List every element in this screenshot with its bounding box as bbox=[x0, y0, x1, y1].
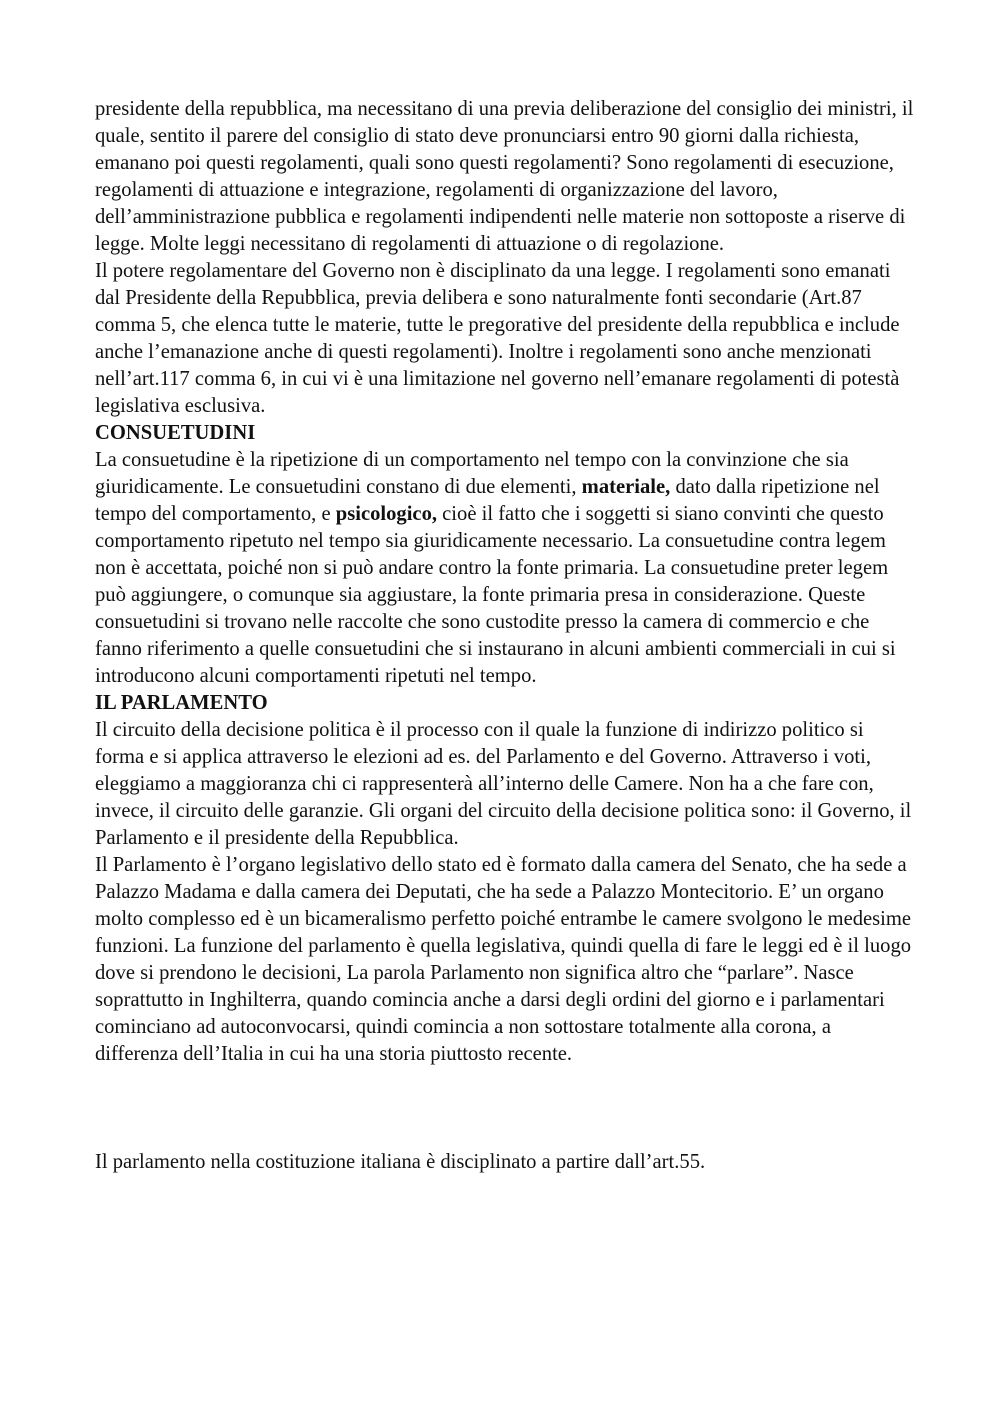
paragraph-consuetudini bbox=[95, 447, 915, 690]
heading-consuetudini: CONSUETUDINI bbox=[95, 422, 256, 444]
consuetudini-text-1: La consuetudine è la ripetizione di un comportamento nel tempo con la convinzione che sia giuridicamente. Le consuetudini constano di due elementi, bbox=[95, 449, 849, 498]
consuetudini-bold-materiale: materiale, bbox=[581, 476, 671, 498]
paragraph-costituzione: Il parlamento nella costituzione italiana è disciplinato a partire dall’art.55. bbox=[95, 1151, 706, 1173]
blank-space bbox=[95, 1068, 915, 1149]
paragraph-circuito-decisione: Il circuito della decisione politica è il processo con il quale la funzione di indirizzo politico si forma e si applica attraverso le elezioni ad es. del Parlamento e del Governo. Attraverso i voti, eleggiamo a maggioranza chi ci rappresenterà all’interno delle Camere. Non ha a che fare con, invece, il circuito delle garanzie. Gli organi del circuito della decisione politica sono: il Governo, il Parlamento e il presidente della Repubblica. bbox=[95, 719, 912, 849]
consuetudini-text-2: dato dalla ripetizione nel tempo del comportamento, e bbox=[95, 476, 880, 525]
document-page bbox=[95, 96, 915, 1176]
paragraph-regolamenti-1: presidente della repubblica, ma necessitano di una previa deliberazione del consiglio dei ministri, il quale, sentito il parere del consiglio di stato deve pronunciarsi entro 90 giorni dalla richiesta, emanano poi questi regolamenti, quali sono questi regolamenti? Sono regolamenti di esecuzione, regolamenti di attuazione e integrazione, regolamenti di organizzazione del lavoro, dell’amministrazione pubblica e regolamenti indipendenti nelle materie non sottoposte a riserve di legge. Molte leggi necessitano di regolamenti di attuazione o di regolazione. bbox=[95, 98, 914, 255]
heading-parlamento: IL PARLAMENTO bbox=[95, 692, 268, 714]
consuetudini-text-3: cioè il fatto che i soggetti si siano convinti che questo comportamento ripetuto nel tempo sia giuridicamente necessario. La consuetudine contra legem non è accettata, poiché non si può andare contro la fonte primaria. La consuetudine preter legem può aggiungere, o comunque sia aggiustare, la fonte primaria presa in considerazione. Queste consuetudini si trovano nelle raccolte che sono custodite presso la camera di commercio e che fanno riferimento a quelle consuetudini che si instaurano in alcuni ambienti commerciali in cui si introducono alcuni comportamenti ripetuti nel tempo. bbox=[95, 503, 896, 687]
paragraph-parlamento-organo: Il Parlamento è l’organo legislativo dello stato ed è formato dalla camera del Senato, che ha sede a Palazzo Madama e dalla camera dei Deputati, che ha sede a Palazzo Montecitorio. E’ un organo molto complesso ed è un bicameralismo perfetto poiché entrambe le camere svolgono le medesime funzioni. La funzione del parlamento è quella legislativa, quindi quella di fare le leggi ed è il luogo dove si prendono le decisioni, La parola Parlamento non significa altro che “parlare”. Nasce soprattutto in Inghilterra, quando comincia anche a darsi degli ordini del giorno e i parlamentari cominciano ad autoconvocarsi, quindi comincia a non sottostare totalmente alla corona, a differenza dell’Italia in cui ha una storia piuttosto recente. bbox=[95, 854, 912, 1065]
paragraph-regolamenti-2: Il potere regolamentare del Governo non è disciplinato da una legge. I regolamenti sono emanati dal Presidente della Repubblica, previa delibera e sono naturalmente fonti secondarie (Art.87 comma 5, che elenca tutte le materie, tutte le pregorative del presidente della repubblica e include anche l’emanazione anche di questi regolamenti). Inoltre i regolamenti sono anche menzionati nell’art.117 comma 6, in cui vi è una limitazione nel governo nell’emanare regolamenti di potestà legislativa esclusiva. bbox=[95, 260, 900, 417]
consuetudini-bold-psicologico: psicologico, bbox=[335, 503, 438, 525]
